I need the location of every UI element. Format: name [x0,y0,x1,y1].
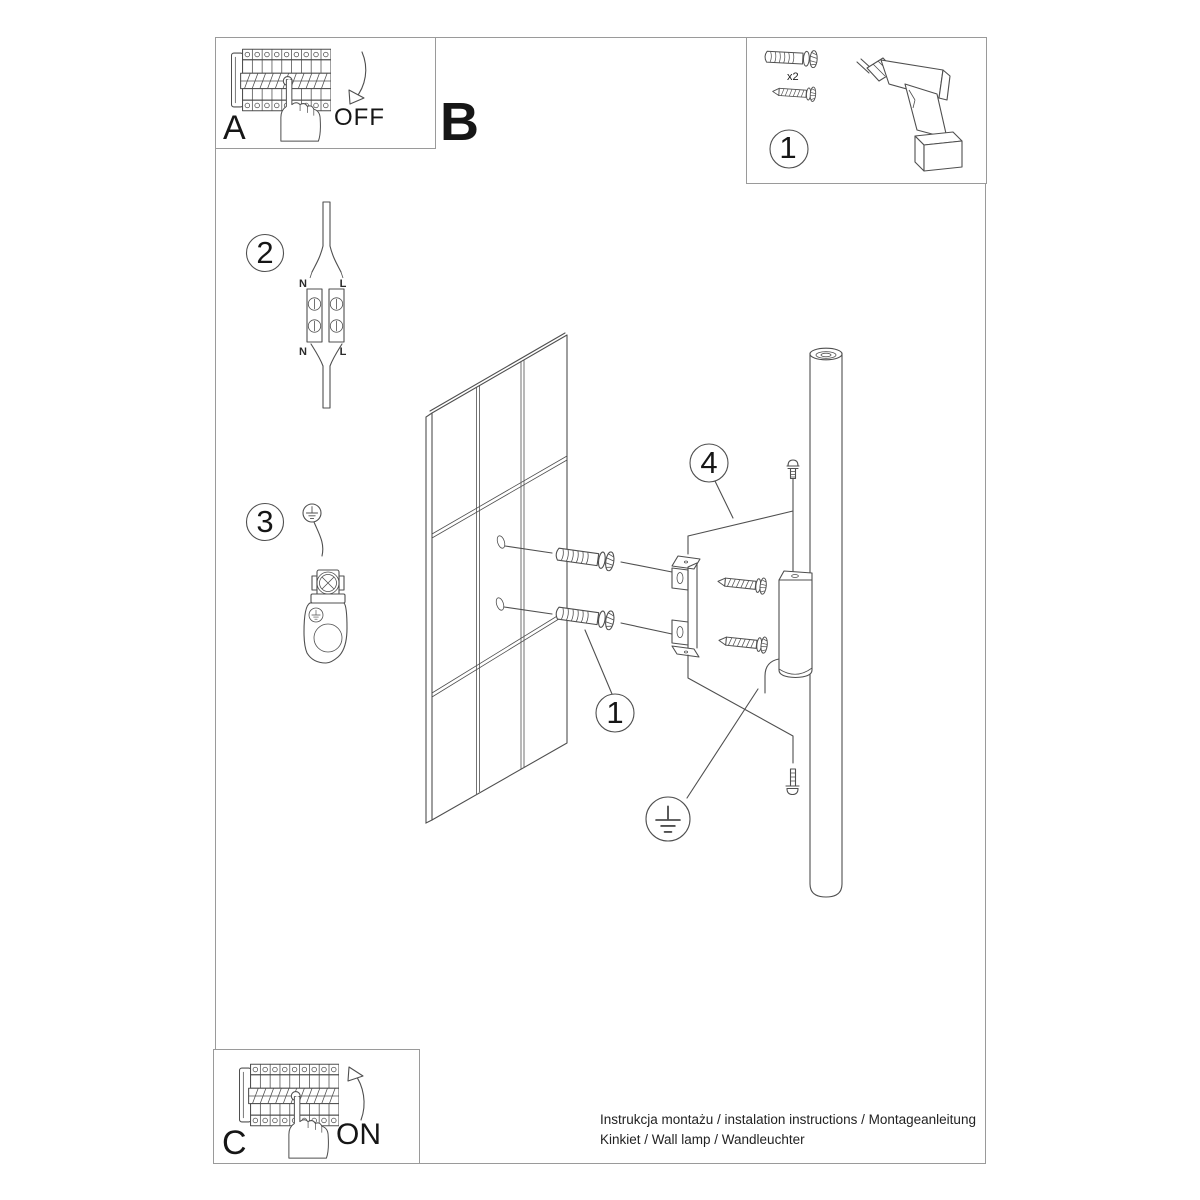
section-b-label: B [440,92,479,152]
badge-grounding-step: 3 [256,504,274,539]
ground-wire [765,659,779,693]
panel-a-action-text: OFF [334,104,385,131]
anchor-quantity-text: x2 [787,71,799,83]
arrow-up-icon [348,1067,364,1120]
parts-badge-number: 1 [779,130,797,165]
leader-line [585,630,612,694]
panel-c-action-text: ON [336,1118,381,1151]
wire-label-l-bottom: L [339,346,347,358]
mounting-bracket [672,556,700,657]
footer-instructions-line1: Instrukcja montażu / instalation instructions / Montageanleitung [600,1112,976,1127]
mounting-screws [717,573,768,653]
panel-c-label: C [222,1124,247,1162]
ground-connector-diagram [303,504,347,663]
wire-label-l-top: L [339,278,347,290]
badge-wall-anchors: 1 [606,695,624,730]
set-screw-top [787,460,799,571]
footer-instructions-line2: Kinkiet / Wall lamp / Wandleuchter [600,1132,805,1147]
lamp-mounting-block [765,571,812,693]
badge-bracket-assembly: 4 [700,445,718,480]
screw-icon [718,632,768,653]
breaker-panel-icon [239,1064,339,1126]
wire-connector-diagram [307,202,344,408]
wire-label-n-bottom: N [299,346,307,358]
set-screw-bottom [786,769,799,795]
panel-c-box [213,1049,420,1164]
tiled-wall [426,333,567,823]
wire-label-n-top: N [299,278,307,290]
lamp-tube [810,348,842,897]
ground-symbol-circle [646,797,690,841]
badge-wiring-step: 2 [256,235,274,270]
screw-icon [717,573,767,594]
panel-a-label: A [223,109,246,147]
